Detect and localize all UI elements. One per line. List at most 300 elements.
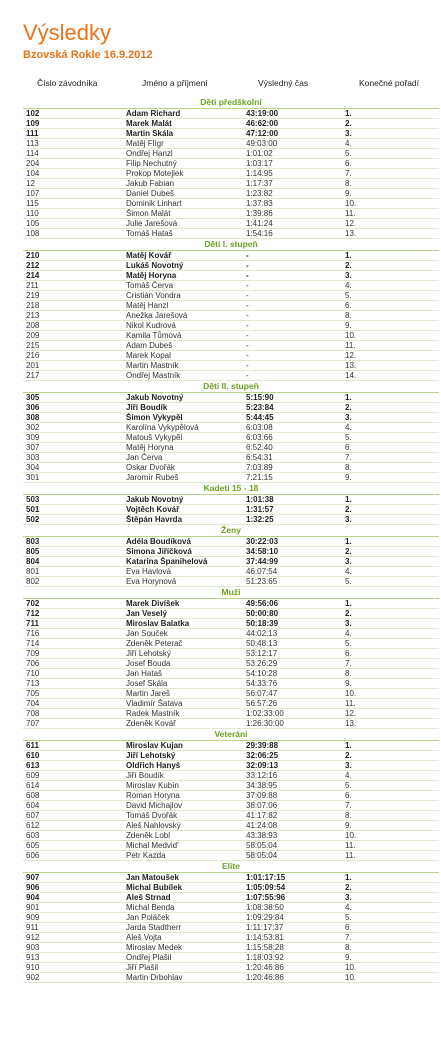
header-name: Jméno a příjmení	[142, 77, 208, 88]
racer-number: 910	[23, 963, 126, 973]
racer-number: 708	[23, 709, 126, 719]
finish-time: 32:09:13	[246, 761, 334, 771]
racer-number: 605	[23, 841, 126, 851]
racer-name: Oldřich Hanyš	[126, 761, 246, 771]
final-rank: 7.	[334, 659, 439, 669]
racer-name: Miroslav Medek	[126, 943, 246, 953]
racer-number: 710	[23, 669, 126, 679]
category-header-row	[23, 93, 439, 109]
finish-time: 1:14:53:81	[246, 933, 334, 943]
racer-name: Michal Medvid'	[126, 841, 246, 851]
table-row	[23, 119, 439, 129]
finish-time: 34:58:10	[246, 547, 334, 557]
finish-time: 5:15:90	[246, 393, 334, 403]
table-row	[23, 159, 439, 169]
final-rank: 1.	[334, 537, 439, 547]
final-rank: 6.	[334, 791, 439, 801]
table-row	[23, 619, 439, 629]
final-rank: 2.	[334, 505, 439, 515]
racer-name: Matouš Vykypěl	[126, 433, 246, 443]
racer-number: 109	[23, 119, 126, 129]
racer-name: Šimon Malát	[126, 209, 246, 219]
finish-time: 37:44:99	[246, 557, 334, 567]
finish-time: 1:41:24	[246, 219, 334, 229]
racer-name: Dominik Linhart	[126, 199, 246, 209]
racer-number: 904	[23, 893, 126, 903]
racer-number: 805	[23, 547, 126, 557]
table-row	[23, 659, 439, 669]
racer-number: 901	[23, 903, 126, 913]
racer-name: Nikol Kudrová	[126, 321, 246, 331]
finish-time: 53:12:17	[246, 649, 334, 659]
category-header-row	[23, 381, 439, 393]
table-row	[23, 453, 439, 463]
finish-time: 1:26:30:00	[246, 719, 334, 729]
racer-number: 801	[23, 567, 126, 577]
finish-time: -	[246, 361, 334, 371]
final-rank: 11.	[334, 841, 439, 851]
table-row	[23, 639, 439, 649]
racer-name: Petr Kazda	[126, 851, 246, 861]
final-rank: 5.	[334, 913, 439, 923]
racer-number: 609	[23, 771, 126, 781]
final-rank: 8.	[334, 669, 439, 679]
racer-number: 113	[23, 139, 126, 149]
finish-time: 1:32:25	[246, 515, 334, 525]
finish-time: 37:09:88	[246, 791, 334, 801]
racer-name: Martin Jareš	[126, 689, 246, 699]
racer-name: Jakub Novotný	[126, 495, 246, 505]
final-rank: 3.	[334, 515, 439, 525]
finish-time: 5:44:45	[246, 413, 334, 423]
final-rank: 7.	[334, 169, 439, 179]
finish-time: 44:02:13	[246, 629, 334, 639]
racer-number: 214	[23, 271, 126, 281]
finish-time: 47:12:00	[246, 129, 334, 139]
racer-number: 211	[23, 281, 126, 291]
racer-name: Zdeněk Peterač	[126, 639, 246, 649]
table-row	[23, 943, 439, 953]
header-number: Číslo závodníka	[37, 77, 98, 88]
finish-time: 53:26:29	[246, 659, 334, 669]
table-row	[23, 433, 439, 443]
racer-number: 308	[23, 413, 126, 423]
racer-number: 201	[23, 361, 126, 371]
racer-number: 210	[23, 251, 126, 261]
racer-name: Adéla Boudíková	[126, 537, 246, 547]
table-row	[23, 873, 439, 883]
finish-time: -	[246, 251, 334, 261]
table-row	[23, 609, 439, 619]
final-rank: 9.	[334, 473, 439, 483]
racer-name: Josef Skála	[126, 679, 246, 689]
table-row	[23, 413, 439, 423]
final-rank: 4.	[334, 771, 439, 781]
racer-number: 111	[23, 129, 126, 139]
racer-number: 610	[23, 751, 126, 761]
racer-name: Eva Havlová	[126, 567, 246, 577]
table-row	[23, 219, 439, 229]
final-rank: 5.	[334, 639, 439, 649]
table-row	[23, 537, 439, 547]
final-rank: 8.	[334, 943, 439, 953]
final-rank: 1.	[334, 393, 439, 403]
final-rank: 12.	[334, 351, 439, 361]
table-row	[23, 271, 439, 281]
final-rank: 6.	[334, 159, 439, 169]
final-rank: 11.	[334, 699, 439, 709]
table-row	[23, 393, 439, 403]
racer-number: 307	[23, 443, 126, 453]
table-row	[23, 229, 439, 239]
finish-time: 29:39:88	[246, 741, 334, 751]
table-row	[23, 883, 439, 893]
final-rank: 4.	[334, 567, 439, 577]
racer-number: 213	[23, 311, 126, 321]
category-header-row	[23, 861, 439, 873]
category-name: Ženy	[23, 525, 439, 537]
racer-number: 102	[23, 109, 126, 119]
racer-name: Miroslav Kubín	[126, 781, 246, 791]
finish-time: -	[246, 291, 334, 301]
table-row	[23, 953, 439, 963]
finish-time: -	[246, 321, 334, 331]
racer-number: 218	[23, 301, 126, 311]
racer-number: 803	[23, 537, 126, 547]
final-rank: 2.	[334, 883, 439, 893]
racer-name: Matěj Kovář	[126, 251, 246, 261]
finish-time: 46:07:54	[246, 567, 334, 577]
final-rank: 9.	[334, 953, 439, 963]
table-row	[23, 841, 439, 851]
racer-number: 705	[23, 689, 126, 699]
table-row	[23, 973, 439, 983]
table-row	[23, 893, 439, 903]
racer-number: 301	[23, 473, 126, 483]
final-rank: 11.	[334, 851, 439, 861]
finish-time: 30:22:03	[246, 537, 334, 547]
event-subtitle: Bzovská Rokle 16.9.2012	[23, 49, 153, 61]
finish-time: -	[246, 261, 334, 271]
final-rank: 10.	[334, 973, 439, 983]
racer-name: Jiří Plašil	[126, 963, 246, 973]
table-row	[23, 577, 439, 587]
racer-number: 612	[23, 821, 126, 831]
final-rank: 8.	[334, 463, 439, 473]
racer-name: Oskar Dvořák	[126, 463, 246, 473]
final-rank: 9.	[334, 821, 439, 831]
category-header-row	[23, 729, 439, 741]
table-row	[23, 811, 439, 821]
racer-number: 909	[23, 913, 126, 923]
racer-name: Jan Červa	[126, 453, 246, 463]
final-rank: 4.	[334, 423, 439, 433]
table-row	[23, 109, 439, 119]
results-body	[23, 93, 439, 983]
racer-name: Matěj Horyna	[126, 271, 246, 281]
table-row	[23, 599, 439, 609]
final-rank: 6.	[334, 443, 439, 453]
final-rank: 5.	[334, 291, 439, 301]
finish-time: 7:03:89	[246, 463, 334, 473]
table-row	[23, 719, 439, 729]
table-row	[23, 741, 439, 751]
racer-number: 604	[23, 801, 126, 811]
table-row	[23, 281, 439, 291]
racer-name: Ondřej Plašil	[126, 953, 246, 963]
final-rank: 2.	[334, 751, 439, 761]
final-rank: 6.	[334, 923, 439, 933]
table-row	[23, 301, 439, 311]
final-rank: 6.	[334, 301, 439, 311]
final-rank: 2.	[334, 261, 439, 271]
finish-time: 58:05:04	[246, 851, 334, 861]
racer-number: 107	[23, 189, 126, 199]
finish-time: 1:23:82	[246, 189, 334, 199]
racer-name: Josef Bouda	[126, 659, 246, 669]
racer-name: Aleš Vojta	[126, 933, 246, 943]
racer-number: 607	[23, 811, 126, 821]
racer-number: 105	[23, 219, 126, 229]
final-rank: 4.	[334, 629, 439, 639]
table-row	[23, 371, 439, 381]
table-row	[23, 709, 439, 719]
table-row	[23, 781, 439, 791]
final-rank: 1.	[334, 495, 439, 505]
final-rank: 9.	[334, 189, 439, 199]
final-rank: 3.	[334, 619, 439, 629]
racer-number: 804	[23, 557, 126, 567]
table-row	[23, 179, 439, 189]
final-rank: 7.	[334, 801, 439, 811]
category-name: Elite	[23, 861, 439, 873]
racer-name: Ondřej Hanzl	[126, 149, 246, 159]
racer-name: Jan Souček	[126, 629, 246, 639]
racer-name: Cristián Vondra	[126, 291, 246, 301]
racer-name: Martin Drbohlav	[126, 973, 246, 983]
racer-number: 502	[23, 515, 126, 525]
table-row	[23, 629, 439, 639]
final-rank: 14.	[334, 371, 439, 381]
finish-time: -	[246, 311, 334, 321]
final-rank: 10.	[334, 199, 439, 209]
results-table	[23, 76, 439, 983]
table-row	[23, 791, 439, 801]
finish-time: 1:37:83	[246, 199, 334, 209]
racer-name: Martin Skála	[126, 129, 246, 139]
finish-time: 32:06:25	[246, 751, 334, 761]
final-rank: 11.	[334, 341, 439, 351]
finish-time: 1:17:37	[246, 179, 334, 189]
final-rank: 4.	[334, 281, 439, 291]
final-rank: 3.	[334, 271, 439, 281]
table-row	[23, 933, 439, 943]
finish-time: 56:57:26	[246, 699, 334, 709]
table-header-row	[23, 76, 439, 93]
final-rank: 2.	[334, 547, 439, 557]
table-row	[23, 209, 439, 219]
category-name: Děti předškolní	[23, 93, 439, 109]
table-row	[23, 291, 439, 301]
finish-time: 1:14:95	[246, 169, 334, 179]
racer-name: Tomáš Hataš	[126, 229, 246, 239]
final-rank: 13.	[334, 361, 439, 371]
finish-time: -	[246, 341, 334, 351]
table-row	[23, 505, 439, 515]
racer-number: 608	[23, 791, 126, 801]
racer-name: David Michajlov	[126, 801, 246, 811]
table-row	[23, 669, 439, 679]
racer-number: 215	[23, 341, 126, 351]
table-row	[23, 831, 439, 841]
table-row	[23, 751, 439, 761]
final-rank: 7.	[334, 933, 439, 943]
racer-name: Vojtěch Kovář	[126, 505, 246, 515]
racer-number: 304	[23, 463, 126, 473]
finish-time: 56:07:47	[246, 689, 334, 699]
racer-name: Filip Nechutný	[126, 159, 246, 169]
racer-name: Jan Veselý	[126, 609, 246, 619]
racer-name: Jan Hataš	[126, 669, 246, 679]
table-row	[23, 821, 439, 831]
racer-name: Radek Mastník	[126, 709, 246, 719]
racer-name: Tomáš Dvořák	[126, 811, 246, 821]
racer-number: 12	[23, 179, 126, 189]
table-row	[23, 139, 439, 149]
racer-name: Eva Horynová	[126, 577, 246, 587]
table-row	[23, 199, 439, 209]
finish-time: 7:21:15	[246, 473, 334, 483]
final-rank: 5.	[334, 781, 439, 791]
final-rank: 5.	[334, 577, 439, 587]
racer-name: Marek Divíšek	[126, 599, 246, 609]
table-row	[23, 495, 439, 505]
table-row	[23, 923, 439, 933]
finish-time: 6:54:31	[246, 453, 334, 463]
racer-number: 209	[23, 331, 126, 341]
final-rank: 4.	[334, 139, 439, 149]
final-rank: 1.	[334, 251, 439, 261]
racer-name: Simona Jiříčková	[126, 547, 246, 557]
final-rank: 5.	[334, 433, 439, 443]
racer-number: 108	[23, 229, 126, 239]
racer-name: Kamila Tůmová	[126, 331, 246, 341]
racer-name: Šimon Vykypěl	[126, 413, 246, 423]
racer-number: 902	[23, 973, 126, 983]
racer-number: 913	[23, 953, 126, 963]
finish-time: -	[246, 351, 334, 361]
racer-number: 713	[23, 679, 126, 689]
table-row	[23, 963, 439, 973]
finish-time: 50:18:39	[246, 619, 334, 629]
final-rank: 1.	[334, 109, 439, 119]
finish-time: -	[246, 331, 334, 341]
final-rank: 10.	[334, 331, 439, 341]
racer-name: Daniel Dubeš	[126, 189, 246, 199]
racer-number: 114	[23, 149, 126, 159]
table-row	[23, 261, 439, 271]
racer-name: Martin Mastník	[126, 361, 246, 371]
racer-name: Aleš Nahlovský	[126, 821, 246, 831]
racer-number: 911	[23, 923, 126, 933]
racer-number: 501	[23, 505, 126, 515]
table-row	[23, 341, 439, 351]
racer-name: Jiří Boudík	[126, 403, 246, 413]
racer-number: 212	[23, 261, 126, 271]
final-rank: 9.	[334, 679, 439, 689]
final-rank: 8.	[334, 311, 439, 321]
final-rank: 3.	[334, 129, 439, 139]
finish-time: 1:07:55:96	[246, 893, 334, 903]
racer-number: 204	[23, 159, 126, 169]
final-rank: 1.	[334, 873, 439, 883]
final-rank: 10.	[334, 831, 439, 841]
racer-name: Katarina Španihelová	[126, 557, 246, 567]
racer-name: Štěpán Havrda	[126, 515, 246, 525]
final-rank: 4.	[334, 903, 439, 913]
final-rank: 1.	[334, 599, 439, 609]
finish-time: 6:52:40	[246, 443, 334, 453]
table-row	[23, 169, 439, 179]
final-rank: 2.	[334, 403, 439, 413]
racer-name: Vladimír Šatava	[126, 699, 246, 709]
finish-time: 1:11:17:37	[246, 923, 334, 933]
final-rank: 1.	[334, 741, 439, 751]
racer-number: 802	[23, 577, 126, 587]
finish-time: 1:18:03:92	[246, 953, 334, 963]
final-rank: 11.	[334, 209, 439, 219]
table-row	[23, 311, 439, 321]
final-rank: 12.	[334, 709, 439, 719]
category-header-row	[23, 525, 439, 537]
racer-name: Marek Malát	[126, 119, 246, 129]
racer-number: 217	[23, 371, 126, 381]
racer-number: 709	[23, 649, 126, 659]
racer-number: 714	[23, 639, 126, 649]
racer-number: 305	[23, 393, 126, 403]
racer-number: 704	[23, 699, 126, 709]
header-time: Výsledný čas	[258, 77, 309, 88]
page-title: Výsledky	[23, 20, 112, 45]
category-name: Děti I. stupeň	[23, 239, 439, 251]
table-row	[23, 649, 439, 659]
racer-number: 711	[23, 619, 126, 629]
table-row	[23, 771, 439, 781]
category-name: Kadeti 15 - 18	[23, 483, 439, 495]
finish-time: 41:24:08	[246, 821, 334, 831]
finish-time: 1:01:38	[246, 495, 334, 505]
racer-name: Jakub Novotný	[126, 393, 246, 403]
table-row	[23, 321, 439, 331]
finish-time: 46:62:00	[246, 119, 334, 129]
racer-name: Miroslav Balatka	[126, 619, 246, 629]
racer-name: Karolína Vykypělová	[126, 423, 246, 433]
table-row	[23, 423, 439, 433]
finish-time: 1:39:86	[246, 209, 334, 219]
racer-number: 702	[23, 599, 126, 609]
racer-name: Julie Jarešová	[126, 219, 246, 229]
racer-number: 216	[23, 351, 126, 361]
finish-time: 1:31:57	[246, 505, 334, 515]
racer-number: 706	[23, 659, 126, 669]
final-rank: 13.	[334, 719, 439, 729]
racer-number: 613	[23, 761, 126, 771]
racer-number: 208	[23, 321, 126, 331]
racer-name: Jakub Fabian	[126, 179, 246, 189]
table-row	[23, 403, 439, 413]
category-name: Muži	[23, 587, 439, 599]
final-rank: 5.	[334, 149, 439, 159]
